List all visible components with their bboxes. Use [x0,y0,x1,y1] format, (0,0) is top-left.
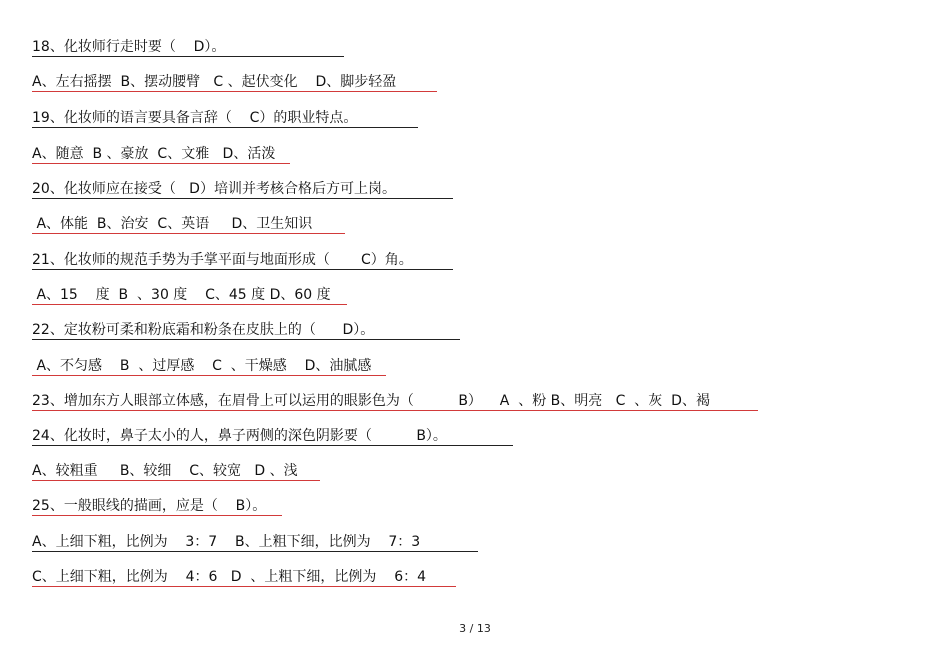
options-20: A、体能 B、治安 C、英语 D、卫生知识 [32,216,313,232]
underline [32,551,478,552]
question-19: 19、化妆师的语言要具备言辞（ C）的职业特点。 [32,110,358,126]
underline [32,198,453,199]
options-19: A、随意 B 、豪放 C、文雅 D、活泼 [32,146,276,162]
underline [32,410,758,411]
underline [32,233,345,234]
options-21: A、15 度 B 、30 度 C、45 度 D、60 度 [32,287,331,303]
underline [32,304,347,305]
underline [32,586,456,587]
question-22: 22、定妆粉可柔和粉底霜和粉条在皮肤上的（ D）。 [32,322,375,338]
underline [32,269,453,270]
underline [32,163,290,164]
underline [32,445,513,446]
question-21: 21、化妆师的规范手势为手掌平面与地面形成（ C）角。 [32,252,413,268]
underline [32,339,460,340]
options-25-line2: C、上细下粗，比例为 4：6 D 、上粗下细，比例为 6：4 [32,569,427,585]
question-25: 25、一般眼线的描画，应是（ B）。 [32,498,267,514]
underline [32,515,282,516]
question-20: 20、化妆师应在接受（ D）培训并考核合格后方可上岗。 [32,181,396,197]
page-number: 3 / 13 [459,622,491,635]
options-24: A、较粗重 B、较细 C、较宽 D 、浅 [32,463,298,479]
underline [32,480,320,481]
question-23: 23、增加东方人眼部立体感，在眉骨上可以运用的眼影色为（ B） A 、粉 B、明亮 C 、灰 D、褐 [32,393,710,409]
options-25-line1: A、上细下粗，比例为 3：7 B、上粗下细，比例为 7：3 [32,534,421,550]
options-22: A、不匀感 B 、过厚感 C 、干燥感 D、油腻感 [32,358,372,374]
underline [32,91,437,92]
underline [32,56,344,57]
question-18: 18、化妆师行走时要（ D）。 [32,39,226,55]
underline [32,127,418,128]
options-18: A、左右摇摆 B、摆动腰臂 C 、起伏变化 D、脚步轻盈 [32,74,397,90]
question-24: 24、化妆时，鼻子太小的人，鼻子两侧的深色阴影要（ B）。 [32,428,447,444]
underline [32,375,386,376]
